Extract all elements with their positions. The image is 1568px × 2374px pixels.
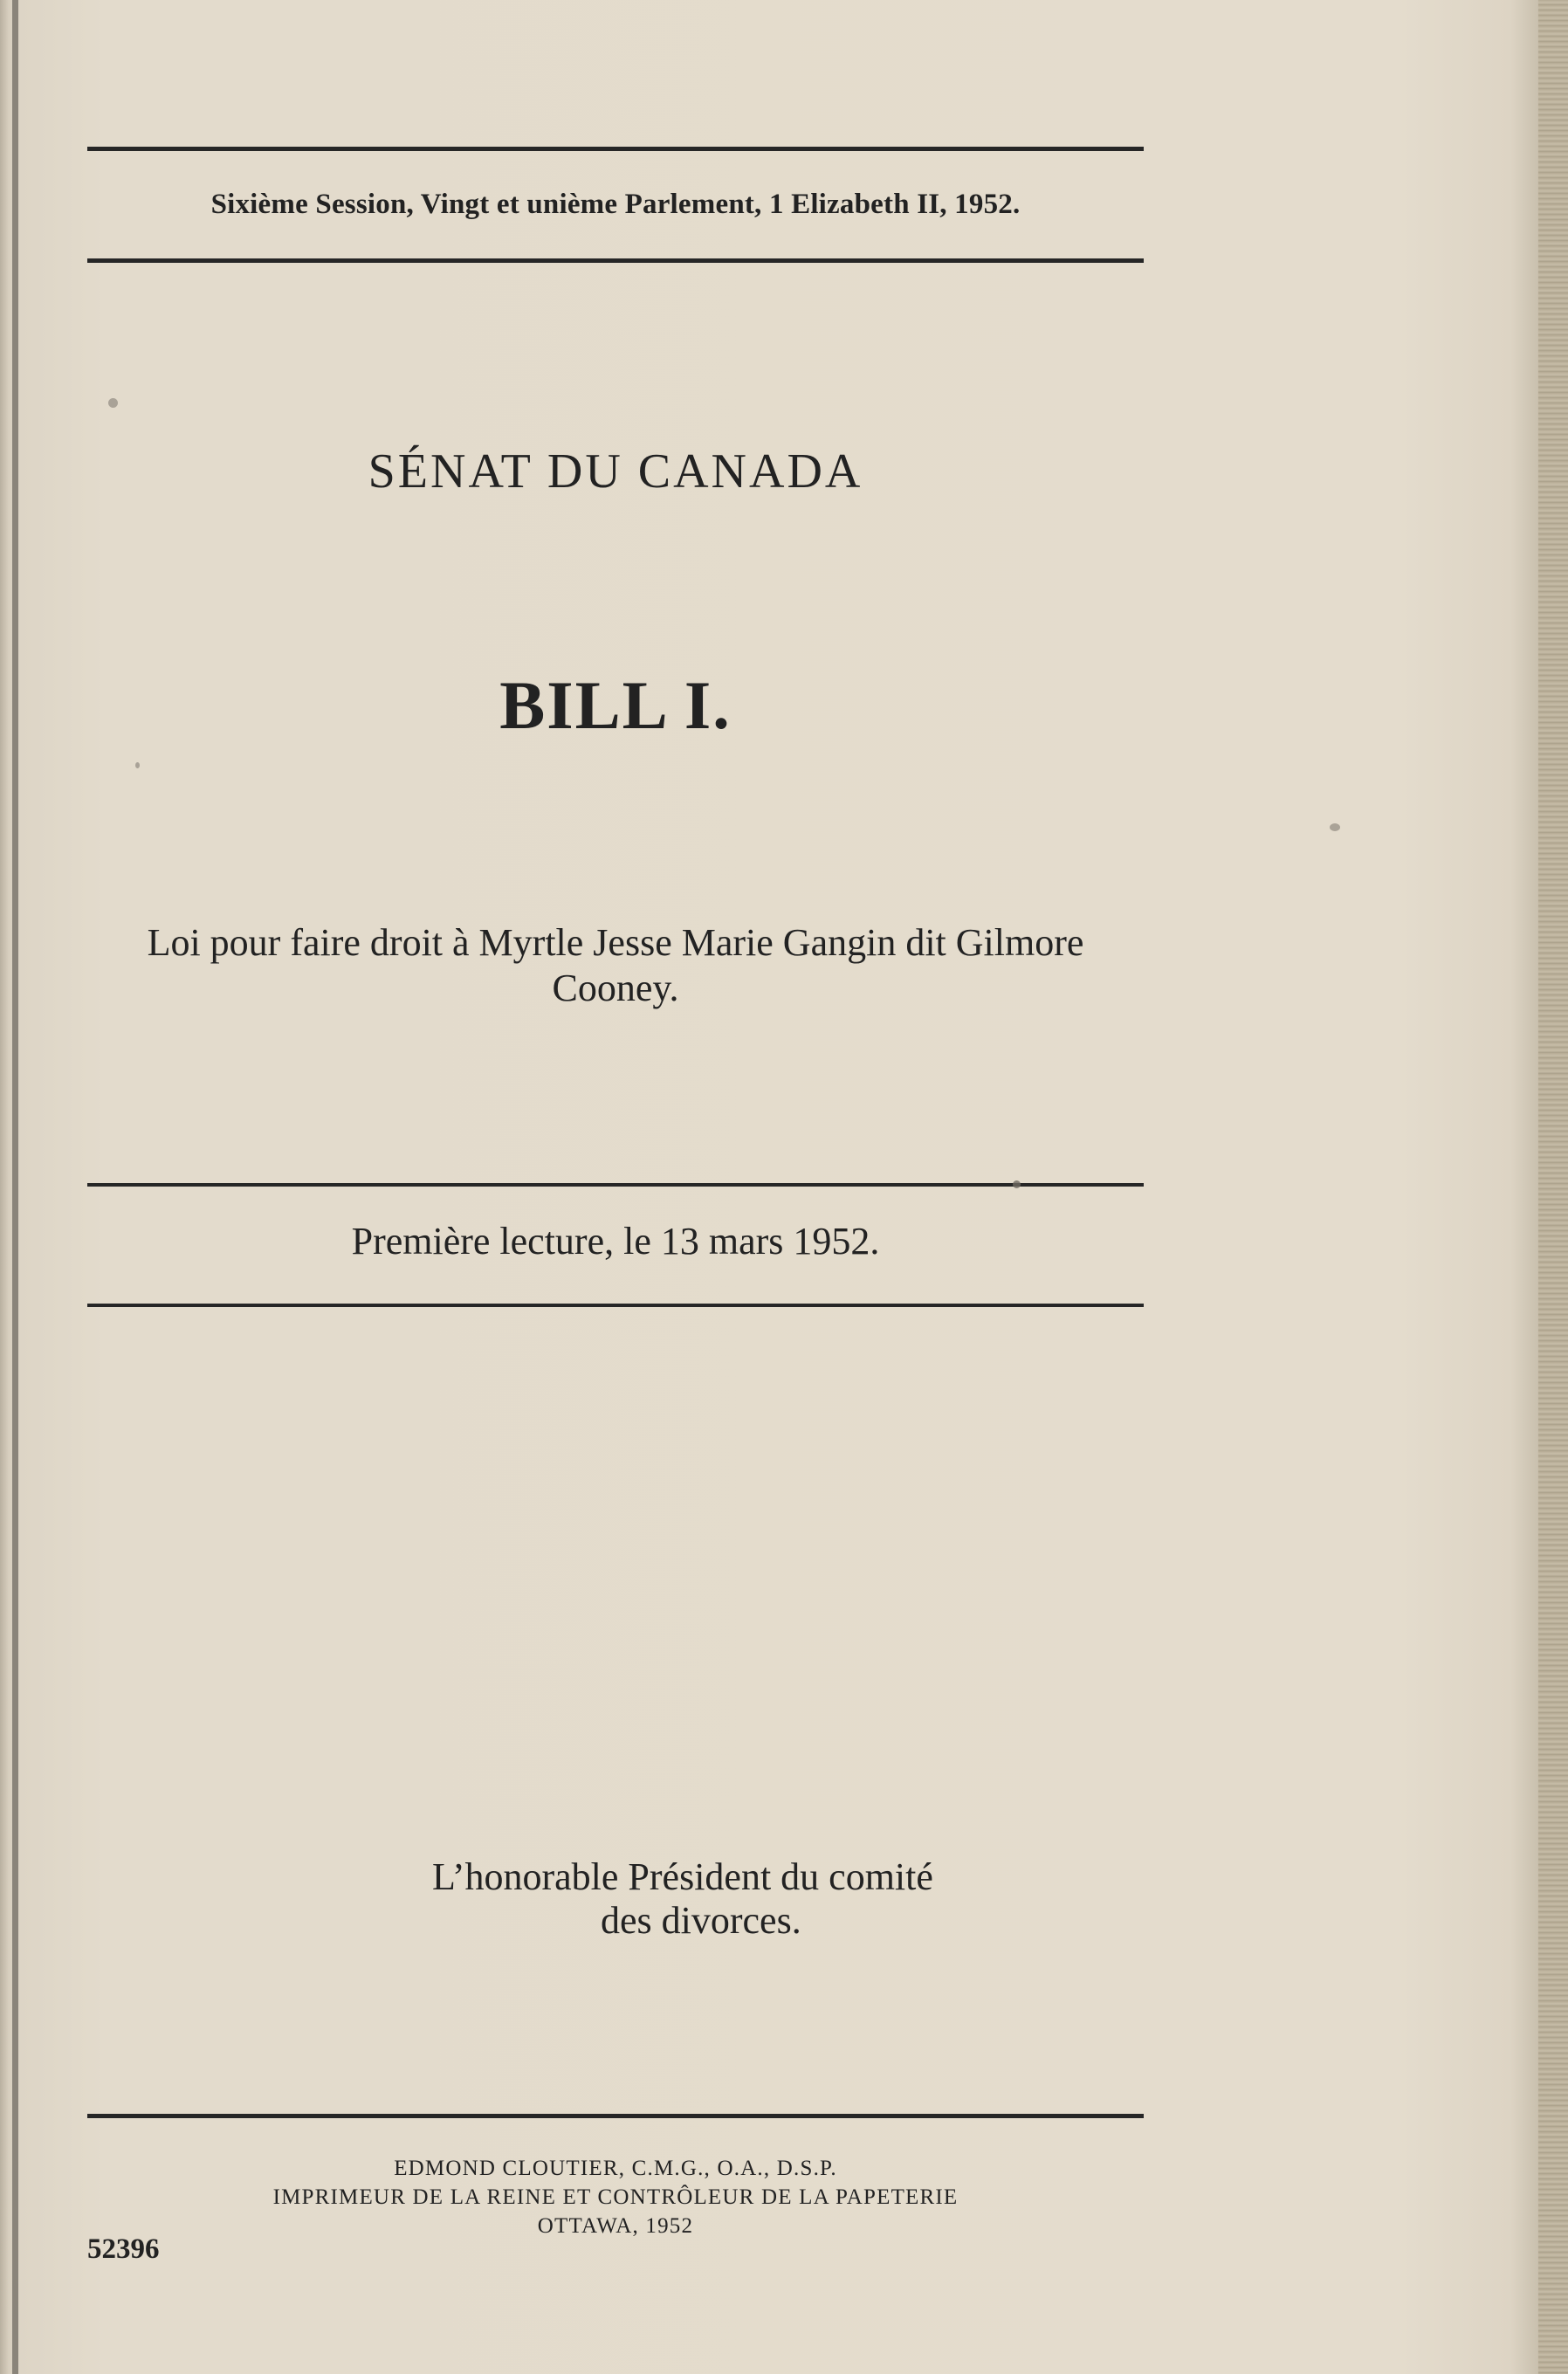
bill-title-line-1: Loi pour faire droit à Myrtle Jesse Marie Gangin dit Gilmore	[147, 921, 1084, 964]
session-line: Sixième Session, Vingt et unième Parlement, 1 Elizabeth II, 1952.	[210, 189, 1021, 220]
bill-title	[87, 920, 1144, 1011]
paper-speck	[1013, 1180, 1021, 1188]
sponsor-line-2: des divorces.	[601, 1899, 801, 1942]
document-number: 52396	[87, 2233, 160, 2265]
paper-speck	[108, 398, 118, 408]
printer-line-3: OTTAWA, 1952	[537, 2214, 694, 2238]
paper-speck	[135, 762, 140, 768]
house-title: SÉNAT DU CANADA	[368, 444, 863, 499]
printer-top-rule	[87, 2114, 1144, 2118]
printer-block	[87, 2154, 1144, 2240]
paper-speck	[1330, 823, 1340, 831]
session-bottom-rule	[87, 258, 1144, 263]
reading-top-rule	[87, 1183, 1144, 1187]
first-reading: Première lecture, le 13 mars 1952.	[351, 1220, 880, 1263]
printer-line-2: IMPRIMEUR DE LA REINE ET CONTRÔLEUR DE LA PAPETERIE	[272, 2185, 959, 2209]
bill-title-line-2: Cooney.	[552, 967, 679, 1009]
reading-bottom-rule	[87, 1304, 1144, 1307]
sponsor-line-1: L’honorable Président du comité	[432, 1855, 933, 1898]
page-right-edge	[1538, 0, 1568, 2374]
top-rule	[87, 147, 1144, 151]
sponsor-block	[432, 1855, 1043, 1943]
page-left-edge	[12, 0, 18, 2374]
printer-line-1: EDMOND CLOUTIER, C.M.G., O.A., D.S.P.	[394, 2157, 837, 2180]
bill-number: BILL I.	[499, 667, 732, 743]
